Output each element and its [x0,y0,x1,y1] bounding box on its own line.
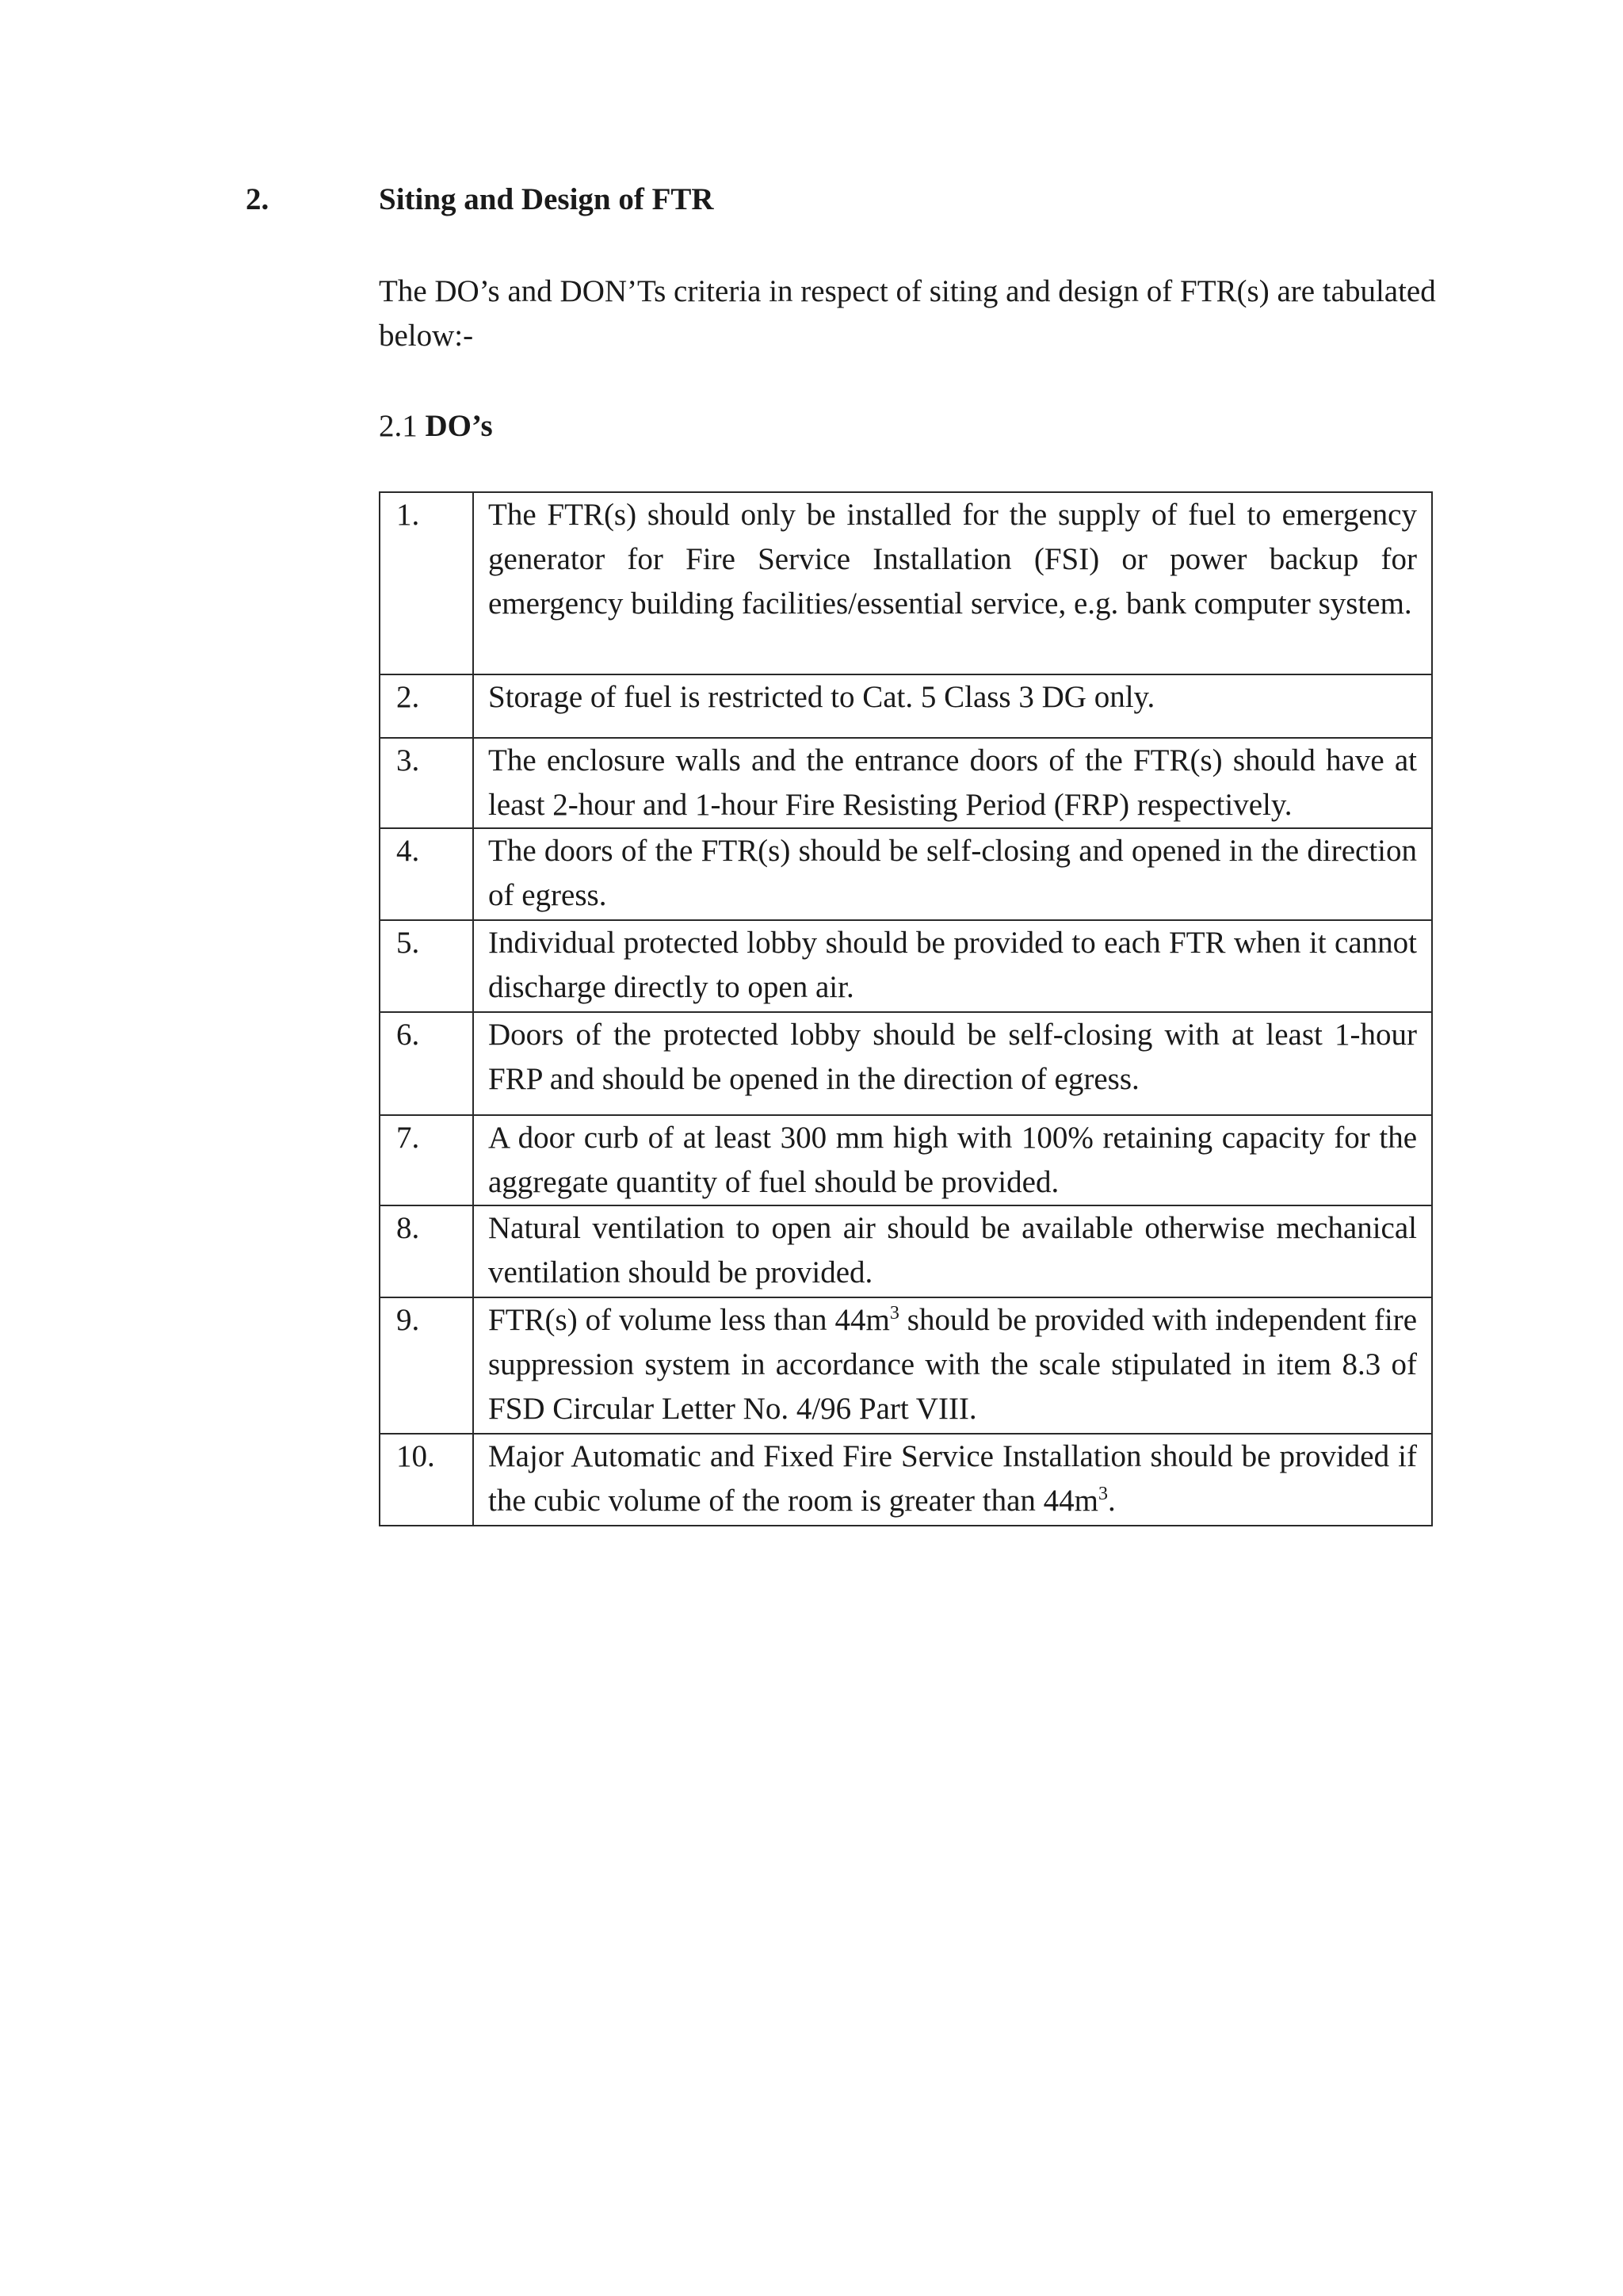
table-row [380,1297,1432,1434]
table-row [380,920,1432,1012]
row-text: The FTR(s) should only be installed for the supply of fuel to emergency generator for Fire Service Installation (FSI) or power backup for emergency building facilities/essential service, e.g. bank computer system. [473,492,1432,674]
row-number: 6. [380,1012,473,1115]
subsection-heading [379,411,493,441]
row-text-part: Major Automatic and Fixed Fire Service Installation should be provided if the cubic volume of the room is greater than 44m [488,1439,1417,1518]
row-number: 5. [380,920,473,1012]
row-text-part: FTR(s) of volume less than 44m [488,1303,890,1337]
intro-paragraph: The DO’s and DON’Ts criteria in respect of siting and design of FTR(s) are tabulated below:- [379,274,1436,353]
row-number: 3. [380,738,473,828]
row-text-part: . [1108,1484,1116,1518]
row-number: 2. [380,674,473,738]
table-row [380,1115,1432,1205]
superscript: 3 [889,1303,899,1324]
table-row [380,738,1432,828]
section-number: 2. [246,182,269,216]
table-row [380,1205,1432,1297]
table-row [380,492,1432,674]
subsection-number: 2.1 [379,409,418,443]
row-text: Storage of fuel is restricted to Cat. 5 Class 3 DG only. [473,674,1432,738]
row-text: The enclosure walls and the entrance doors of the FTR(s) should have at least 2-hour and 1-hour Fire Resisting Period (FRP) respectively. [473,738,1432,828]
row-text [473,1434,1432,1526]
row-number: 10. [380,1434,473,1526]
row-text: Doors of the protected lobby should be self-closing with at least 1-hour FRP and should be opened in the direction of egress. [473,1012,1432,1115]
table-row [380,1012,1432,1115]
row-number: 9. [380,1297,473,1434]
section-title: Siting and Design of FTR [379,182,714,216]
row-number: 7. [380,1115,473,1205]
dos-table [379,491,1433,1526]
row-text-part: should be provided with independent fire suppression system in accordance with the scale stipulated in item 8.3 of FSD Circular Letter No. 4/96 Part VIII. [488,1303,1417,1426]
row-number: 1. [380,492,473,674]
superscript: 3 [1098,1484,1109,1504]
table-row [380,1434,1432,1526]
table-row [380,674,1432,738]
row-text: Individual protected lobby should be provided to each FTR when it cannot discharge directly to open air. [473,920,1432,1012]
subsection-title: DO’s [425,409,493,443]
row-number: 4. [380,828,473,920]
row-text [473,1297,1432,1434]
row-text: Natural ventilation to open air should be available otherwise mechanical ventilation should be provided. [473,1205,1432,1297]
row-text: A door curb of at least 300 mm high with 100% retaining capacity for the aggregate quantity of fuel should be provided. [473,1115,1432,1205]
table-row [380,828,1432,920]
row-text: The doors of the FTR(s) should be self-closing and opened in the direction of egress. [473,828,1432,920]
row-number: 8. [380,1205,473,1297]
